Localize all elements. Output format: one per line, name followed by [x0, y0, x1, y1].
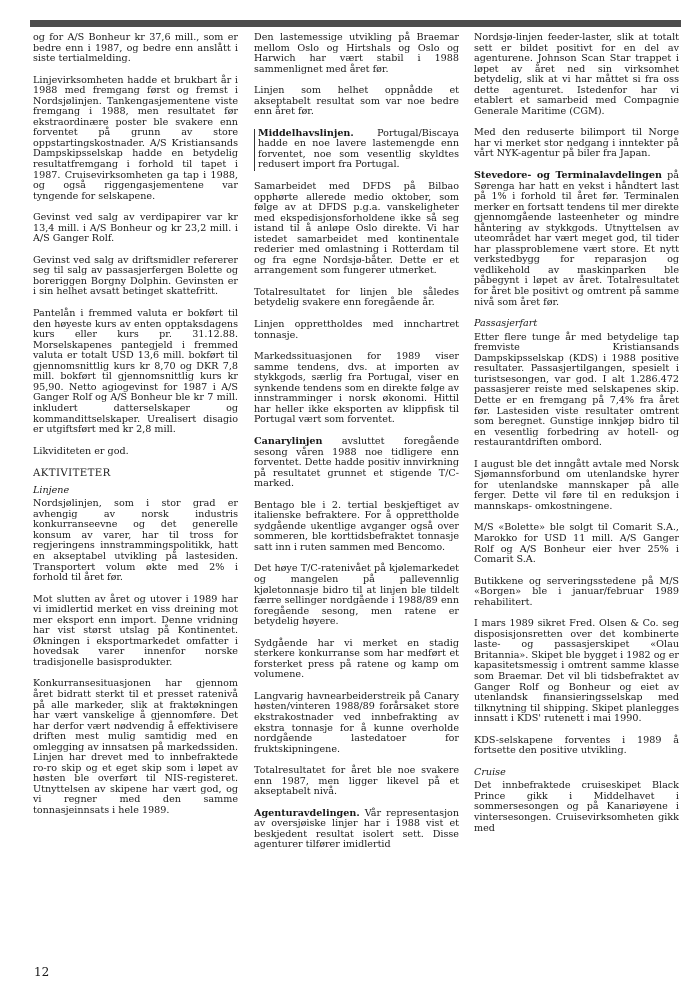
paragraph: Nordsjølinjen, som i stor grad er avhengig av norsk industris konkurranseevne og det generelle konsum av varer, har til tross for regjeringens innstrammingspolitikk, hatt en akseptabel utvikling på lastesiden. Transportert volum økte med 2% i forhold til året før. — [33, 498, 238, 584]
paragraph: Det høye T/C-ratenivået på kjølemarkedet og mangelen på pallevennlig kjøletonnasje bidro til at linjen ble tildelt færre sellinger nordgående i 1988/89 enn foregående sesong, men ratene er betydelig høyere. — [254, 563, 459, 628]
run-in-heading: Stevedore- og Terminalavdelingen — [474, 170, 662, 182]
paragraph: Totalresultatet for linjen ble således betydelig svakere enn foregående år. — [254, 286, 459, 309]
paragraph: KDS-selskapene forventes i 1989 å fortsette den positive utvikling. — [474, 734, 679, 757]
paragraph: Det innbefraktede cruiseskipet Black Prince gikk i Middelhavet i sommersesongen og på Kanariøyene i vintersesongen. Cruisevirksomheten gikk med — [474, 780, 679, 834]
subheading: Cruise — [474, 766, 506, 778]
paragraph: Gevinst ved salg av driftsmidler refererer seg til salg av passasjerfergen Bolette og boreriggen Borgny Dolphin. Gevinsten er i sin helhet avsatt betinget skattefritt. — [33, 254, 238, 298]
paragraph: Linjen som helhet oppnådde et akseptabelt resultat som var noe bedre enn året før. — [254, 85, 459, 118]
paragraph-text: på Sørenga har hatt en vekst i håndtert last på 1% i forhold til året før. Terminalen merker en fortsatt tendens til mer direkte gjennomgående lasteenheter og mindre håntering av stykkgods. Utnyttelsen av uteområdet har vært meget god, til tider har plassproblemene vært store. Et nytt verkstedbygg for reparasjon og vedlikehold av maskinparken ble påbegynt i løpet av året. Totalresultatet for året ble positivt og omtrent på samme nivå som året før. — [474, 170, 679, 308]
paragraph: Sydgående har vi merket en stadig sterkere konkurranse som har medført et forsterket press på ratene og kamp om volumene. — [254, 637, 459, 681]
paragraph: Etter flere tunge år med betydelige tap fremviste Kristiansands Dampskipsselskap (KDS) i 1988 positive resultater. Passasjertilgangen, spesielt i turistsesongen, var god. I alt 1.286.472 passasjerer reiste med selskapenes skip. Dette er en fremgang på 7,4% fra året før. Lastesiden viste resultater omtrent som beregnet. Gunstige innkjøp bidro til en vesentlig forbedring av hotell- og restaurantdriften ombord. — [474, 331, 679, 449]
paragraph — [254, 437, 459, 490]
run-in-heading: Agenturavdelingen. — [254, 807, 360, 819]
paragraph-text: avsluttet foregående sesong våren 1988 noe tidligere enn forventet. Dette hadde positiv innvirkning på resultatet grunnet et stigende T/C-marked. — [254, 435, 459, 490]
subheading: Linjene — [33, 484, 70, 496]
paragraph: Pantelån i fremmed valuta er bokført til den høyeste kurs av enten opptaksdagens kurs eller kurs pr. 31.12.88. Morselskapenes pantegjeld i fremmed valuta er totalt USD 13,6 mill. bokført til gjennomsnittlig kurs kr 8,70 og DKR 7,8 mill. bokført til gjennomsnittlig kurs kr 95,90. Netto agiogevinst for 1987 i A/S Ganger Rolf og A/S Bonheur ble kr 7 mill. inkludert datterselskaper og kommandittselskaper. Urealisert disagio er utgiftsført med kr 2,8 mill. — [33, 308, 238, 436]
paragraph — [474, 171, 679, 308]
section-heading: AKTIVITETER — [33, 468, 111, 480]
paragraph: Butikkene og serveringsstedene på M/S «Borgen» ble i januar/februar 1989 rehabilitert. — [474, 575, 679, 608]
paragraph: Linjen opprettholdes med innchartret tonnasje. — [254, 319, 459, 341]
paragraph: I mars 1989 sikret Fred. Olsen & Co. seg disposisjonsretten over det kombinerte laste- og passasjerskipet «Olau Britannia». Skipet ble bygget i 1982 og er kapasitetsmessig i omtrent samme klasse som Braemar. Det vil bli tidsbefraktet av Ganger Rolf og Bonheur og eiet av utenlandsk finansieringsselskap med tilknytning til shipping. Skipet planlegges innsatt i KDS' rutenett i mai 1990. — [474, 618, 679, 725]
subheading: Passasjerfart — [474, 318, 538, 330]
paragraph: Mot slutten av året og utover i 1989 har vi imidlertid merket en viss dreining mot mer eksport enn import. Denne vridning har vist størst utslag på Kontinentet. Økningen i eksportmarkedet omfatter i hovedsak varer innenfor norske tradisjonelle basisprodukter. — [33, 593, 238, 668]
paragraph: Med den reduserte bilimport til Norge har vi merket stor nedgang i inntekter på vårt NYK-agentur på biler fra Japan. — [474, 127, 679, 160]
paragraph: Likviditeten er god. — [33, 445, 129, 457]
paragraph: Bentago ble i 2. tertial beskjeftiget av italienske befraktere. For å opprettholde sydgående ukentlige avganger også over sommeren, ble korttidsbefraktet tonnasje satt inn i ruten sammen med Bencomo. — [254, 499, 459, 553]
paragraph-text: Portugal/Biscaya hadde en noe lavere lastemengde enn forventet, noe som vesentlig skyldtes redusert import fra Portugal. — [258, 127, 459, 171]
paragraph: og for A/S Bonheur kr 37,6 mill., som er bedre enn i 1987, og bedre enn anslått i siste tertialmelding. — [33, 32, 238, 65]
page-number: 12 — [34, 965, 50, 979]
paragraph: Den lastemessige utvikling på Braemar mellom Oslo og Hirtshals og Oslo og Harwich har vært stabil i 1988 sammenlignet med året før. — [254, 32, 459, 75]
paragraph: Markedssituasjonen for 1989 viser samme tendens, dvs. at importen av stykkgods, særlig fra Portugal, viser en synkende tendens som en direkte følge av innstramminger i norsk økonomi. Hittil har heller ikke eksporten av klippfisk til Portugal vært som forventet. — [254, 351, 459, 426]
column-middle — [254, 33, 459, 851]
paragraph: Nordsjø-linjen feeder-laster, slik at totalt sett er bildet positivt for en del av agenturene. Johnson Scan Star trappet i løpet av året ned sin virksomhet betydelig, slik at vi har måttet si fra oss dette agenturet. Istedenfor har vi etablert et samarbeid med Compagnie Generale Maritime (CGM). — [474, 32, 679, 117]
paragraph: Gevinst ved salg av verdipapirer var kr 13,4 mill. i A/S Bonheur og kr 23,2 mill. i A/S Ganger Rolf. — [33, 212, 238, 245]
paragraph: M/S «Bolette» ble solgt til Comarit S.A., Marokko for USD 11 mill. A/S Ganger Rolf og A/S Bonheur eier hver 25% i Comarit S.A. — [474, 522, 679, 566]
paragraph — [254, 129, 459, 171]
paragraph: Totalresultatet for året ble noe svakere enn 1987, men ligger likevel på et akseptabelt nivå. — [254, 765, 459, 798]
column-right — [474, 33, 679, 834]
paragraph: Konkurransesituasjonen har gjennom året bidratt sterkt til et presset ratenivå på alle markeder, slik at fraktøkningen har vært vanskelige å gjennomføre. Det har derfor vært nødvendig å effektivisere driften mest mulig samtidig med en omlegging av innsatsen på markedssiden. Linjen har drevet med to innbefraktede ro-ro skip og et eget skip som i løpet av høsten ble overført til NIS-registeret. Utnyttelsen av skipene har vært god, og vi regner med den samme tonnasjeinnsats i hele 1989. — [33, 678, 238, 816]
paragraph: I august ble det inngått avtale med Norsk Sjømannsforbund om utenlandske hyrer for utenlandske mannskaper på alle ferger. Dette vil føre til en reduksjon i mannskaps- omkostningene. — [474, 458, 679, 512]
run-in-heading: Middelhavslinjen. — [258, 127, 354, 139]
top-rule — [30, 20, 681, 27]
column-left — [33, 33, 238, 817]
paragraph-text: Vår representasjon av oversjøiske linjer har i 1988 vist et beskjedent resultat isolert sett. Disse agenturer tilfører imidlertid — [254, 807, 459, 851]
paragraph: Samarbeidet med DFDS på Bilbao opphørte allerede medio oktober, som følge av at DFDS p.g.a. vanskeligheter med ekspedisjonsforholdene ikke så seg istand til å anløpe Oslo direkte. Vi har istedet samarbeidet med kontinentale rederier med omlastning i Rotterdam til og fra egne Nordsjø-båter. Dette er et arrangement som fungerer utmerket. — [254, 181, 459, 277]
run-in-heading: Canarylinjen — [254, 435, 323, 447]
paragraph: Langvarig havnearbeiderstreik på Canary høsten/vinteren 1988/89 forårsaket store ekstrakostnader ved innbefrakting av ekstra tonnasje for å kunne overholde nordgående lastedatoer for fruktskipningene. — [254, 690, 459, 755]
paragraph — [254, 809, 459, 851]
paragraph: Linjevirksomheten hadde et brukbart år i 1988 med fremgang først og fremst i Nordsjølinjen. Tankengasjementene viste fremgang i 1988, men resultatet før ekstraordinære poster ble svakere enn forventet på grunn av store oppstartingskostnader. A/S Kristiansands Dampskipsselskap hadde en betydelig resultatfremgang i forhold til tapet i 1987. Cruisevirksomheten ga tap i 1988, og også riggengasjementene var tyngende for selskapene. — [33, 74, 238, 202]
